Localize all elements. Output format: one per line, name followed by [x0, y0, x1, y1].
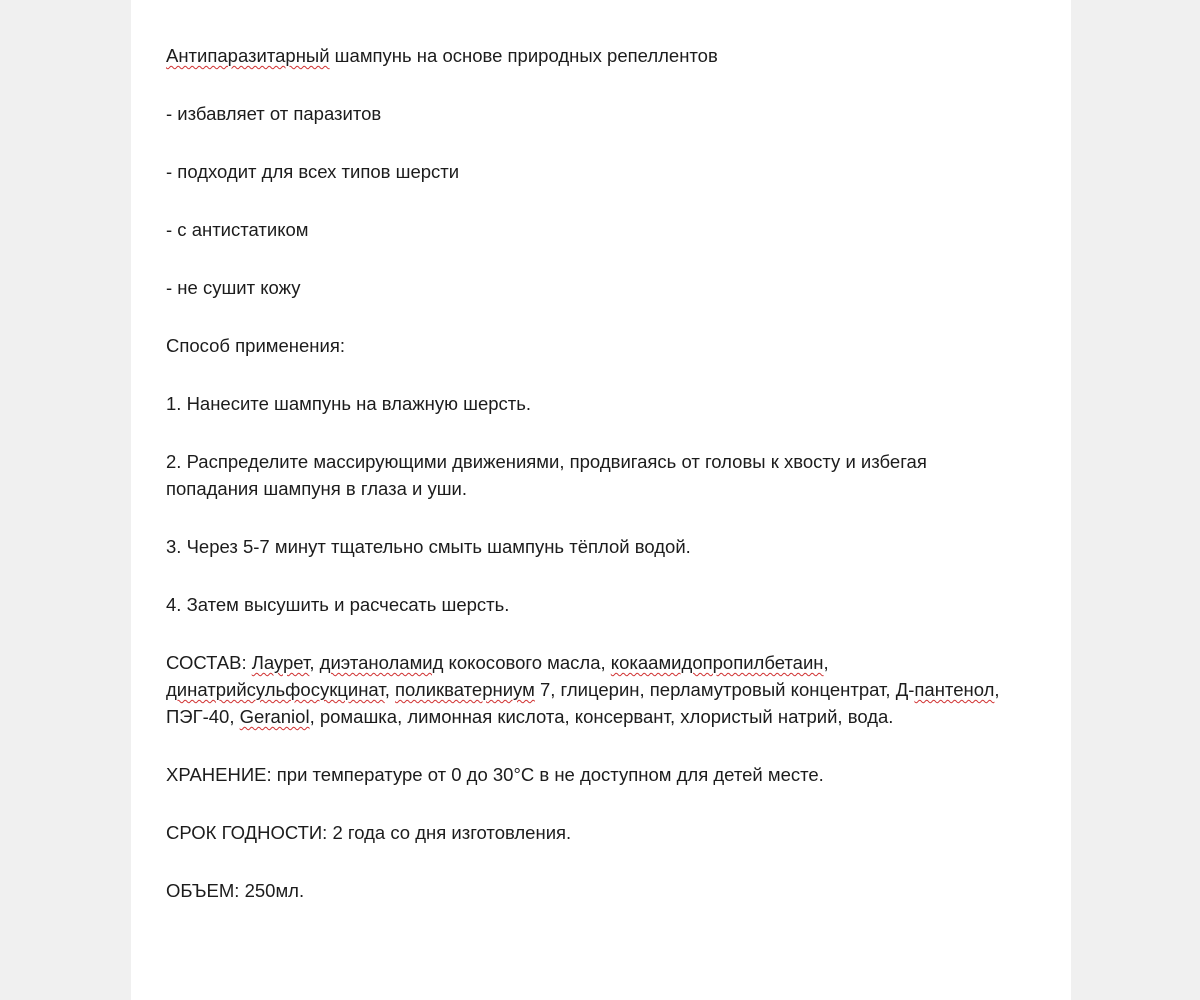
usage-title: Способ применения: [166, 335, 346, 356]
feature-item: - с антистатиком [166, 219, 309, 240]
composition-text: , [823, 652, 829, 673]
composition-text: 7, глицерин, перламутровый концентрат, Д- [534, 679, 915, 700]
spellcheck-word: поликватерниум [395, 679, 535, 700]
feature-item: - подходит для всех типов шерсти [166, 161, 460, 182]
composition-text: , [309, 652, 320, 673]
spellcheck-word: Антипаразитарный [166, 45, 330, 66]
composition-text: , ромашка, лимонная кислота, консервант, хлористый натрий, вода. [309, 706, 894, 727]
shelf-life-line: СРОК ГОДНОСТИ: 2 года со дня изготовления. [166, 822, 572, 843]
spellcheck-word: пантенол [914, 679, 995, 700]
step-item: 1. Нанесите шампунь на влажную шерсть. [166, 393, 532, 414]
composition-text: , [384, 679, 396, 700]
feature-item: - избавляет от паразитов [166, 103, 382, 124]
composition-paragraph [166, 649, 1016, 730]
spellcheck-word: диэтаноламид [319, 652, 444, 673]
spellcheck-word: динатрийсульфосукцинат [166, 679, 385, 700]
step-item: 3. Через 5-7 минут тщательно смыть шампунь тёплой водой. [166, 536, 691, 557]
storage-line: ХРАНЕНИЕ: при температуре от 0 до 30°С в не доступном для детей месте. [166, 764, 824, 785]
heading-text: шампунь на основе природных репеллентов [329, 45, 718, 66]
spellcheck-word: Лаурет [251, 652, 310, 673]
spellcheck-word: Geraniol [239, 706, 310, 727]
spellcheck-word: кокаамидопропилбетаин [610, 652, 824, 673]
composition-text: кокосового масла, [443, 652, 611, 673]
composition-text: , ПЭГ-40, [166, 679, 1000, 727]
feature-item: - не сушит кожу [166, 277, 301, 298]
step-item: 4. Затем высушить и расчесать шерсть. [166, 594, 510, 615]
document-text [166, 42, 1046, 935]
step-item: 2. Распределите массирующими движениями, продвигаясь от головы к хвосту и избегая попадания шампуня в глаза и уши. [166, 451, 927, 499]
heading-line [166, 42, 1046, 69]
volume-line: ОБЪЕМ: 250мл. [166, 880, 305, 901]
composition-label: СОСТАВ: [166, 652, 252, 673]
document-page [131, 0, 1071, 1000]
